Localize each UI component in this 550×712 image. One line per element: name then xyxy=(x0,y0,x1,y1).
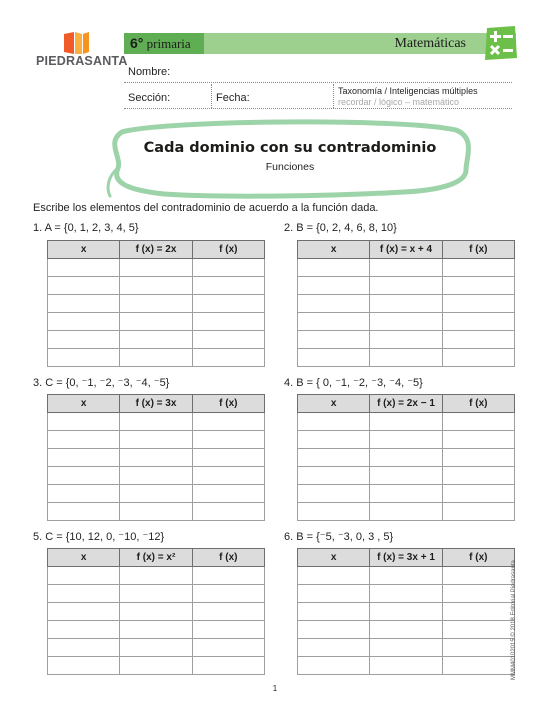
answer-cell[interactable] xyxy=(442,295,514,313)
table-row xyxy=(298,295,515,313)
table-row xyxy=(298,449,515,467)
header-function: f (x) = 2x xyxy=(120,241,192,259)
header-divider-1 xyxy=(211,84,212,108)
table-row xyxy=(298,567,515,585)
header-x: x xyxy=(298,549,370,567)
answer-cell[interactable] xyxy=(120,277,192,295)
exercise-5-label: 5. C = {10, 12, 0, ⁻10, ⁻12} xyxy=(33,531,165,543)
answer-cell[interactable] xyxy=(442,413,514,431)
cloud-frame-icon xyxy=(104,118,476,200)
answer-cell[interactable] xyxy=(48,585,120,603)
answer-cell[interactable] xyxy=(120,331,192,349)
table-row xyxy=(298,259,515,277)
answer-cell[interactable] xyxy=(298,567,370,585)
answer-cell[interactable] xyxy=(370,603,442,621)
answer-cell[interactable] xyxy=(298,259,370,277)
answer-cell[interactable] xyxy=(48,413,120,431)
answer-cell[interactable] xyxy=(48,313,120,331)
table-row xyxy=(298,485,515,503)
grade-label xyxy=(124,33,204,54)
answer-cell[interactable] xyxy=(370,485,442,503)
page-title: Cada dominio con su contradominio xyxy=(143,140,437,156)
answer-cell[interactable] xyxy=(120,431,192,449)
answer-cell[interactable] xyxy=(48,567,120,585)
answer-cell[interactable] xyxy=(192,485,264,503)
answer-cell[interactable] xyxy=(192,331,264,349)
answer-cell[interactable] xyxy=(298,503,370,521)
header-x: x xyxy=(48,395,120,413)
table-row xyxy=(48,467,265,485)
table-row xyxy=(48,449,265,467)
header-function: f (x) = x + 4 xyxy=(370,241,442,259)
answer-cell[interactable] xyxy=(48,657,120,675)
exercise-6-label: 6. B = {⁻5, ⁻3, 0, 3 , 5} xyxy=(284,531,394,543)
table-row xyxy=(48,603,265,621)
table-header-row xyxy=(298,395,515,413)
answer-cell[interactable] xyxy=(48,639,120,657)
answer-cell[interactable] xyxy=(370,567,442,585)
answer-cell[interactable] xyxy=(298,657,370,675)
header-x: x xyxy=(48,241,120,259)
answer-cell[interactable] xyxy=(442,503,514,521)
answer-cell[interactable] xyxy=(120,585,192,603)
answer-cell[interactable] xyxy=(298,295,370,313)
answer-cell[interactable] xyxy=(370,277,442,295)
answer-cell[interactable] xyxy=(48,431,120,449)
answer-cell[interactable] xyxy=(48,467,120,485)
answer-cell[interactable] xyxy=(48,603,120,621)
table-row xyxy=(48,331,265,349)
answer-cell[interactable] xyxy=(442,277,514,295)
answer-cell[interactable] xyxy=(298,277,370,295)
answer-cell[interactable] xyxy=(48,503,120,521)
answer-cell[interactable] xyxy=(298,603,370,621)
exercise-2-table xyxy=(297,240,515,367)
table-row xyxy=(48,431,265,449)
exercise-6-table xyxy=(297,548,515,675)
answer-cell[interactable] xyxy=(192,295,264,313)
table-row xyxy=(298,313,515,331)
header-divider-2 xyxy=(333,84,334,108)
header-function: f (x) = 3x xyxy=(120,395,192,413)
subject-title: Matemáticas xyxy=(394,36,466,51)
table-row xyxy=(298,467,515,485)
answer-cell[interactable] xyxy=(370,431,442,449)
answer-cell[interactable] xyxy=(442,349,514,367)
date-label: Fecha: xyxy=(216,92,250,104)
answer-cell[interactable] xyxy=(48,277,120,295)
answer-cell[interactable] xyxy=(120,639,192,657)
table-row xyxy=(298,331,515,349)
answer-cell[interactable] xyxy=(298,639,370,657)
grade-subject-bar xyxy=(124,33,516,54)
answer-cell[interactable] xyxy=(48,621,120,639)
table-header-row xyxy=(48,241,265,259)
exercise-4-table xyxy=(297,394,515,521)
answer-cell[interactable] xyxy=(442,313,514,331)
header-function: f (x) = x² xyxy=(120,549,192,567)
table-row xyxy=(298,603,515,621)
header-result: f (x) xyxy=(442,549,514,567)
exercise-3-label: 3. C = {0, ⁻1, ⁻2, ⁻3, ⁻4, ⁻5} xyxy=(33,377,170,389)
table-row xyxy=(298,585,515,603)
table-row xyxy=(48,413,265,431)
table-row xyxy=(298,431,515,449)
table-row xyxy=(48,639,265,657)
table-header-row xyxy=(48,395,265,413)
answer-cell[interactable] xyxy=(192,567,264,585)
answer-cell[interactable] xyxy=(120,467,192,485)
answer-cell[interactable] xyxy=(370,585,442,603)
answer-cell[interactable] xyxy=(370,349,442,367)
table-row xyxy=(298,413,515,431)
answer-cell[interactable] xyxy=(442,603,514,621)
header-function: f (x) = 2x − 1 xyxy=(370,395,442,413)
answer-cell[interactable] xyxy=(442,259,514,277)
header-x: x xyxy=(298,395,370,413)
table-row xyxy=(48,349,265,367)
answer-cell[interactable] xyxy=(370,313,442,331)
answer-cell[interactable] xyxy=(298,485,370,503)
copyright-note: MMM40102015 © 2018 Editorial Piedrasanta xyxy=(511,560,517,680)
table-row xyxy=(298,639,515,657)
answer-cell[interactable] xyxy=(370,503,442,521)
answer-cell[interactable] xyxy=(192,277,264,295)
taxonomy-label: Taxonomía / Inteligencias múltiples xyxy=(338,86,478,96)
answer-cell[interactable] xyxy=(442,449,514,467)
header-x: x xyxy=(298,241,370,259)
answer-cell[interactable] xyxy=(442,567,514,585)
header-result: f (x) xyxy=(442,395,514,413)
answer-cell[interactable] xyxy=(192,431,264,449)
title-banner xyxy=(104,118,476,200)
table-row xyxy=(298,277,515,295)
exercise-4-label: 4. B = { 0, ⁻1, ⁻2, ⁻3, ⁻4, ⁻5} xyxy=(284,377,423,389)
answer-cell[interactable] xyxy=(192,585,264,603)
answer-cell[interactable] xyxy=(48,259,120,277)
brand-name: PIEDRASANTA xyxy=(36,54,128,68)
answer-cell[interactable] xyxy=(370,639,442,657)
header-result: f (x) xyxy=(192,395,264,413)
header-x: x xyxy=(48,549,120,567)
page-subtitle: Funciones xyxy=(265,161,315,173)
exercise-3-table xyxy=(47,394,265,521)
instruction-text: Escribe los elementos del contradominio de acuerdo a la función dada. xyxy=(33,202,379,214)
answer-cell[interactable] xyxy=(120,603,192,621)
table-row xyxy=(48,503,265,521)
answer-cell[interactable] xyxy=(442,639,514,657)
exercise-5-table xyxy=(47,548,265,675)
answer-cell[interactable] xyxy=(192,413,264,431)
section-line xyxy=(124,108,512,109)
answer-cell[interactable] xyxy=(298,621,370,639)
answer-cell[interactable] xyxy=(192,349,264,367)
answer-cell[interactable] xyxy=(442,485,514,503)
table-row xyxy=(298,503,515,521)
answer-cell[interactable] xyxy=(120,503,192,521)
answer-cell[interactable] xyxy=(298,467,370,485)
exercise-1-label: 1. A = {0, 1, 2, 3, 4, 5} xyxy=(33,222,139,234)
answer-cell[interactable] xyxy=(192,657,264,675)
answer-cell[interactable] xyxy=(370,449,442,467)
answer-cell[interactable] xyxy=(120,413,192,431)
answer-cell[interactable] xyxy=(298,413,370,431)
table-row xyxy=(48,313,265,331)
table-row xyxy=(48,585,265,603)
answer-cell[interactable] xyxy=(298,431,370,449)
exercise-2-label: 2. B = {0, 2, 4, 6, 8, 10} xyxy=(284,222,397,234)
answer-cell[interactable] xyxy=(192,467,264,485)
answer-cell[interactable] xyxy=(120,485,192,503)
table-row xyxy=(48,567,265,585)
table-row xyxy=(48,295,265,313)
table-row xyxy=(48,259,265,277)
answer-cell[interactable] xyxy=(298,449,370,467)
table-header-row xyxy=(298,241,515,259)
answer-cell[interactable] xyxy=(48,449,120,467)
answer-cell[interactable] xyxy=(298,313,370,331)
grade-word: primaria xyxy=(146,36,191,51)
answer-cell[interactable] xyxy=(120,259,192,277)
answer-cell[interactable] xyxy=(370,295,442,313)
header-result: f (x) xyxy=(442,241,514,259)
section-label: Sección: xyxy=(128,92,171,104)
answer-cell[interactable] xyxy=(442,331,514,349)
taxonomy-values: recordar / lógico – matemático xyxy=(338,97,460,107)
answer-cell[interactable] xyxy=(442,467,514,485)
answer-cell[interactable] xyxy=(192,603,264,621)
table-row xyxy=(48,485,265,503)
math-operations-icon xyxy=(483,24,519,62)
table-row xyxy=(298,349,515,367)
answer-cell[interactable] xyxy=(370,259,442,277)
answer-cell[interactable] xyxy=(192,621,264,639)
header-function: f (x) = 3x + 1 xyxy=(370,549,442,567)
book-logo-icon xyxy=(62,30,102,56)
exercise-1-table xyxy=(47,240,265,367)
answer-cell[interactable] xyxy=(370,413,442,431)
header-result: f (x) xyxy=(192,241,264,259)
answer-cell[interactable] xyxy=(442,585,514,603)
answer-cell[interactable] xyxy=(192,313,264,331)
header-result: f (x) xyxy=(192,549,264,567)
name-label: Nombre: xyxy=(128,66,171,78)
answer-cell[interactable] xyxy=(298,331,370,349)
answer-cell[interactable] xyxy=(370,467,442,485)
answer-cell[interactable] xyxy=(298,349,370,367)
answer-cell[interactable] xyxy=(120,657,192,675)
answer-cell[interactable] xyxy=(120,449,192,467)
answer-cell[interactable] xyxy=(442,431,514,449)
answer-cell[interactable] xyxy=(48,295,120,313)
table-row xyxy=(298,657,515,675)
answer-cell[interactable] xyxy=(192,259,264,277)
table-row xyxy=(48,657,265,675)
answer-cell[interactable] xyxy=(48,349,120,367)
answer-cell[interactable] xyxy=(370,331,442,349)
answer-cell[interactable] xyxy=(192,449,264,467)
name-line[interactable] xyxy=(124,82,512,83)
table-header-row xyxy=(48,549,265,567)
answer-cell[interactable] xyxy=(120,349,192,367)
answer-cell[interactable] xyxy=(442,657,514,675)
answer-cell[interactable] xyxy=(120,313,192,331)
answer-cell[interactable] xyxy=(120,295,192,313)
piedrasanta-logo xyxy=(36,30,126,72)
table-row xyxy=(48,277,265,295)
answer-cell[interactable] xyxy=(120,621,192,639)
answer-cell[interactable] xyxy=(298,585,370,603)
page-number: 1 xyxy=(272,684,278,693)
answer-cell[interactable] xyxy=(370,657,442,675)
answer-cell[interactable] xyxy=(192,639,264,657)
answer-cell[interactable] xyxy=(442,621,514,639)
grade-number: 6° xyxy=(130,35,144,51)
table-row xyxy=(48,621,265,639)
answer-cell[interactable] xyxy=(120,567,192,585)
table-header-row xyxy=(298,549,515,567)
answer-cell[interactable] xyxy=(370,621,442,639)
answer-cell[interactable] xyxy=(48,331,120,349)
answer-cell[interactable] xyxy=(48,485,120,503)
table-row xyxy=(298,621,515,639)
answer-cell[interactable] xyxy=(192,503,264,521)
